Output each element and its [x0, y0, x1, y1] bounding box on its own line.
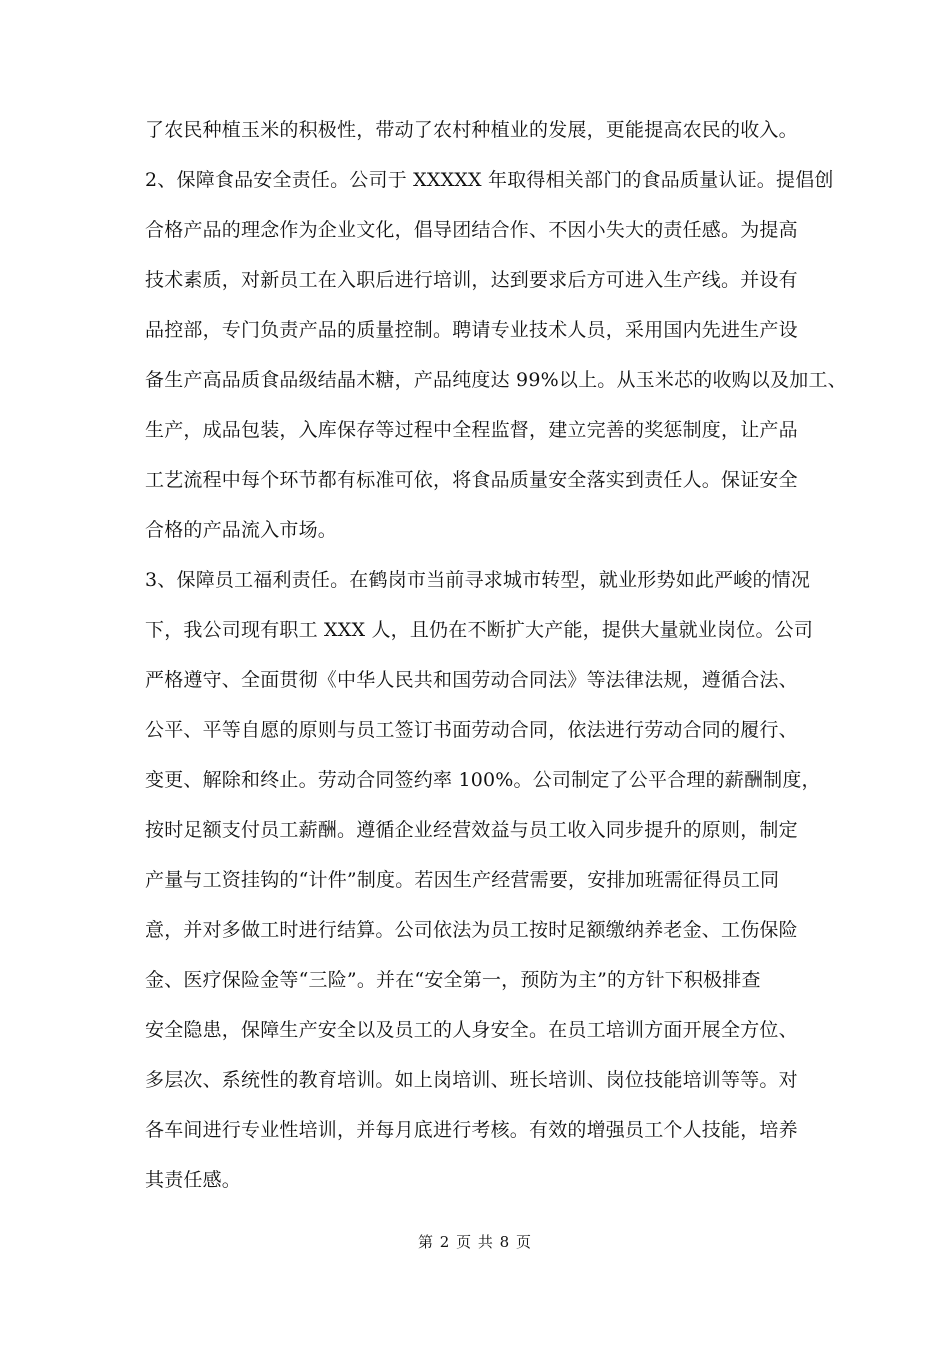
text-line: 技术素质，对新员工在入职后进行培训，达到要求后方可进入生产线。并设有: [145, 269, 798, 291]
text-line: 变更、解除和终止。劳动合同签约率 100%。公司制定了公平合理的薪酬制度，: [145, 769, 821, 791]
text-line: 合格产品的理念作为企业文化，倡导团结合作、不因小失大的责任感。为提高: [145, 219, 798, 241]
page-number-footer: 第 2 页 共 8 页: [418, 1233, 532, 1251]
text-line: 工艺流程中每个环节都有标准可依，将食品质量安全落实到责任人。保证安全: [145, 469, 798, 491]
text-line: 品控部，专门负责产品的质量控制。聘请专业技术人员，采用国内先进生产设: [145, 319, 798, 341]
text-line: 严格遵守、全面贯彻《中华人民共和国劳动合同法》等法律法规，遵循合法、: [145, 669, 798, 691]
text-line: 产量与工资挂钩的“计件”制度。若因生产经营需要，安排加班需征得员工同: [145, 869, 780, 891]
text-line: 各车间进行专业性培训，并每月底进行考核。有效的增强员工个人技能，培养: [145, 1119, 798, 1141]
text-line: 安全隐患，保障生产安全以及员工的人身安全。在员工培训方面开展全方位、: [145, 1019, 798, 1041]
text-line: 2、保障食品安全责任。公司于 XXXXX 年取得相关部门的食品质量认证。提倡创: [145, 169, 834, 191]
text-line: 多层次、系统性的教育培训。如上岗培训、班长培训、岗位技能培训等等。对: [145, 1069, 798, 1091]
text-line: 公平、平等自愿的原则与员工签订书面劳动合同，依法进行劳动合同的履行、: [145, 719, 798, 741]
text-line: 生产，成品包装，入库保存等过程中全程监督，建立完善的奖惩制度，让产品: [145, 419, 798, 441]
text-line: 其责任感。: [145, 1169, 242, 1191]
text-line: 合格的产品流入市场。: [145, 519, 338, 541]
text-line: 意，并对多做工时进行结算。公司依法为员工按时足额缴纳养老金、工伤保险: [145, 919, 798, 941]
text-line: 金、医疗保险金等“三险”。并在“安全第一，预防为主”的方针下积极排查: [145, 969, 761, 991]
text-line: 3、保障员工福利责任。在鹤岗市当前寻求城市转型，就业形势如此严峻的情况: [145, 569, 811, 591]
text-line: 按时足额支付员工薪酬。遵循企业经营效益与员工收入同步提升的原则，制定: [145, 819, 798, 841]
text-line: 了农民种植玉米的积极性，带动了农村种植业的发展，更能提高农民的收入。: [145, 119, 798, 141]
text-line: 下，我公司现有职工 XXX 人，且仍在不断扩大产能，提供大量就业岗位。公司: [145, 619, 814, 641]
text-line: 备生产高品质食品级结晶木糖，产品纯度达 99%以上。从玉米芯的收购以及加工、: [145, 369, 847, 391]
